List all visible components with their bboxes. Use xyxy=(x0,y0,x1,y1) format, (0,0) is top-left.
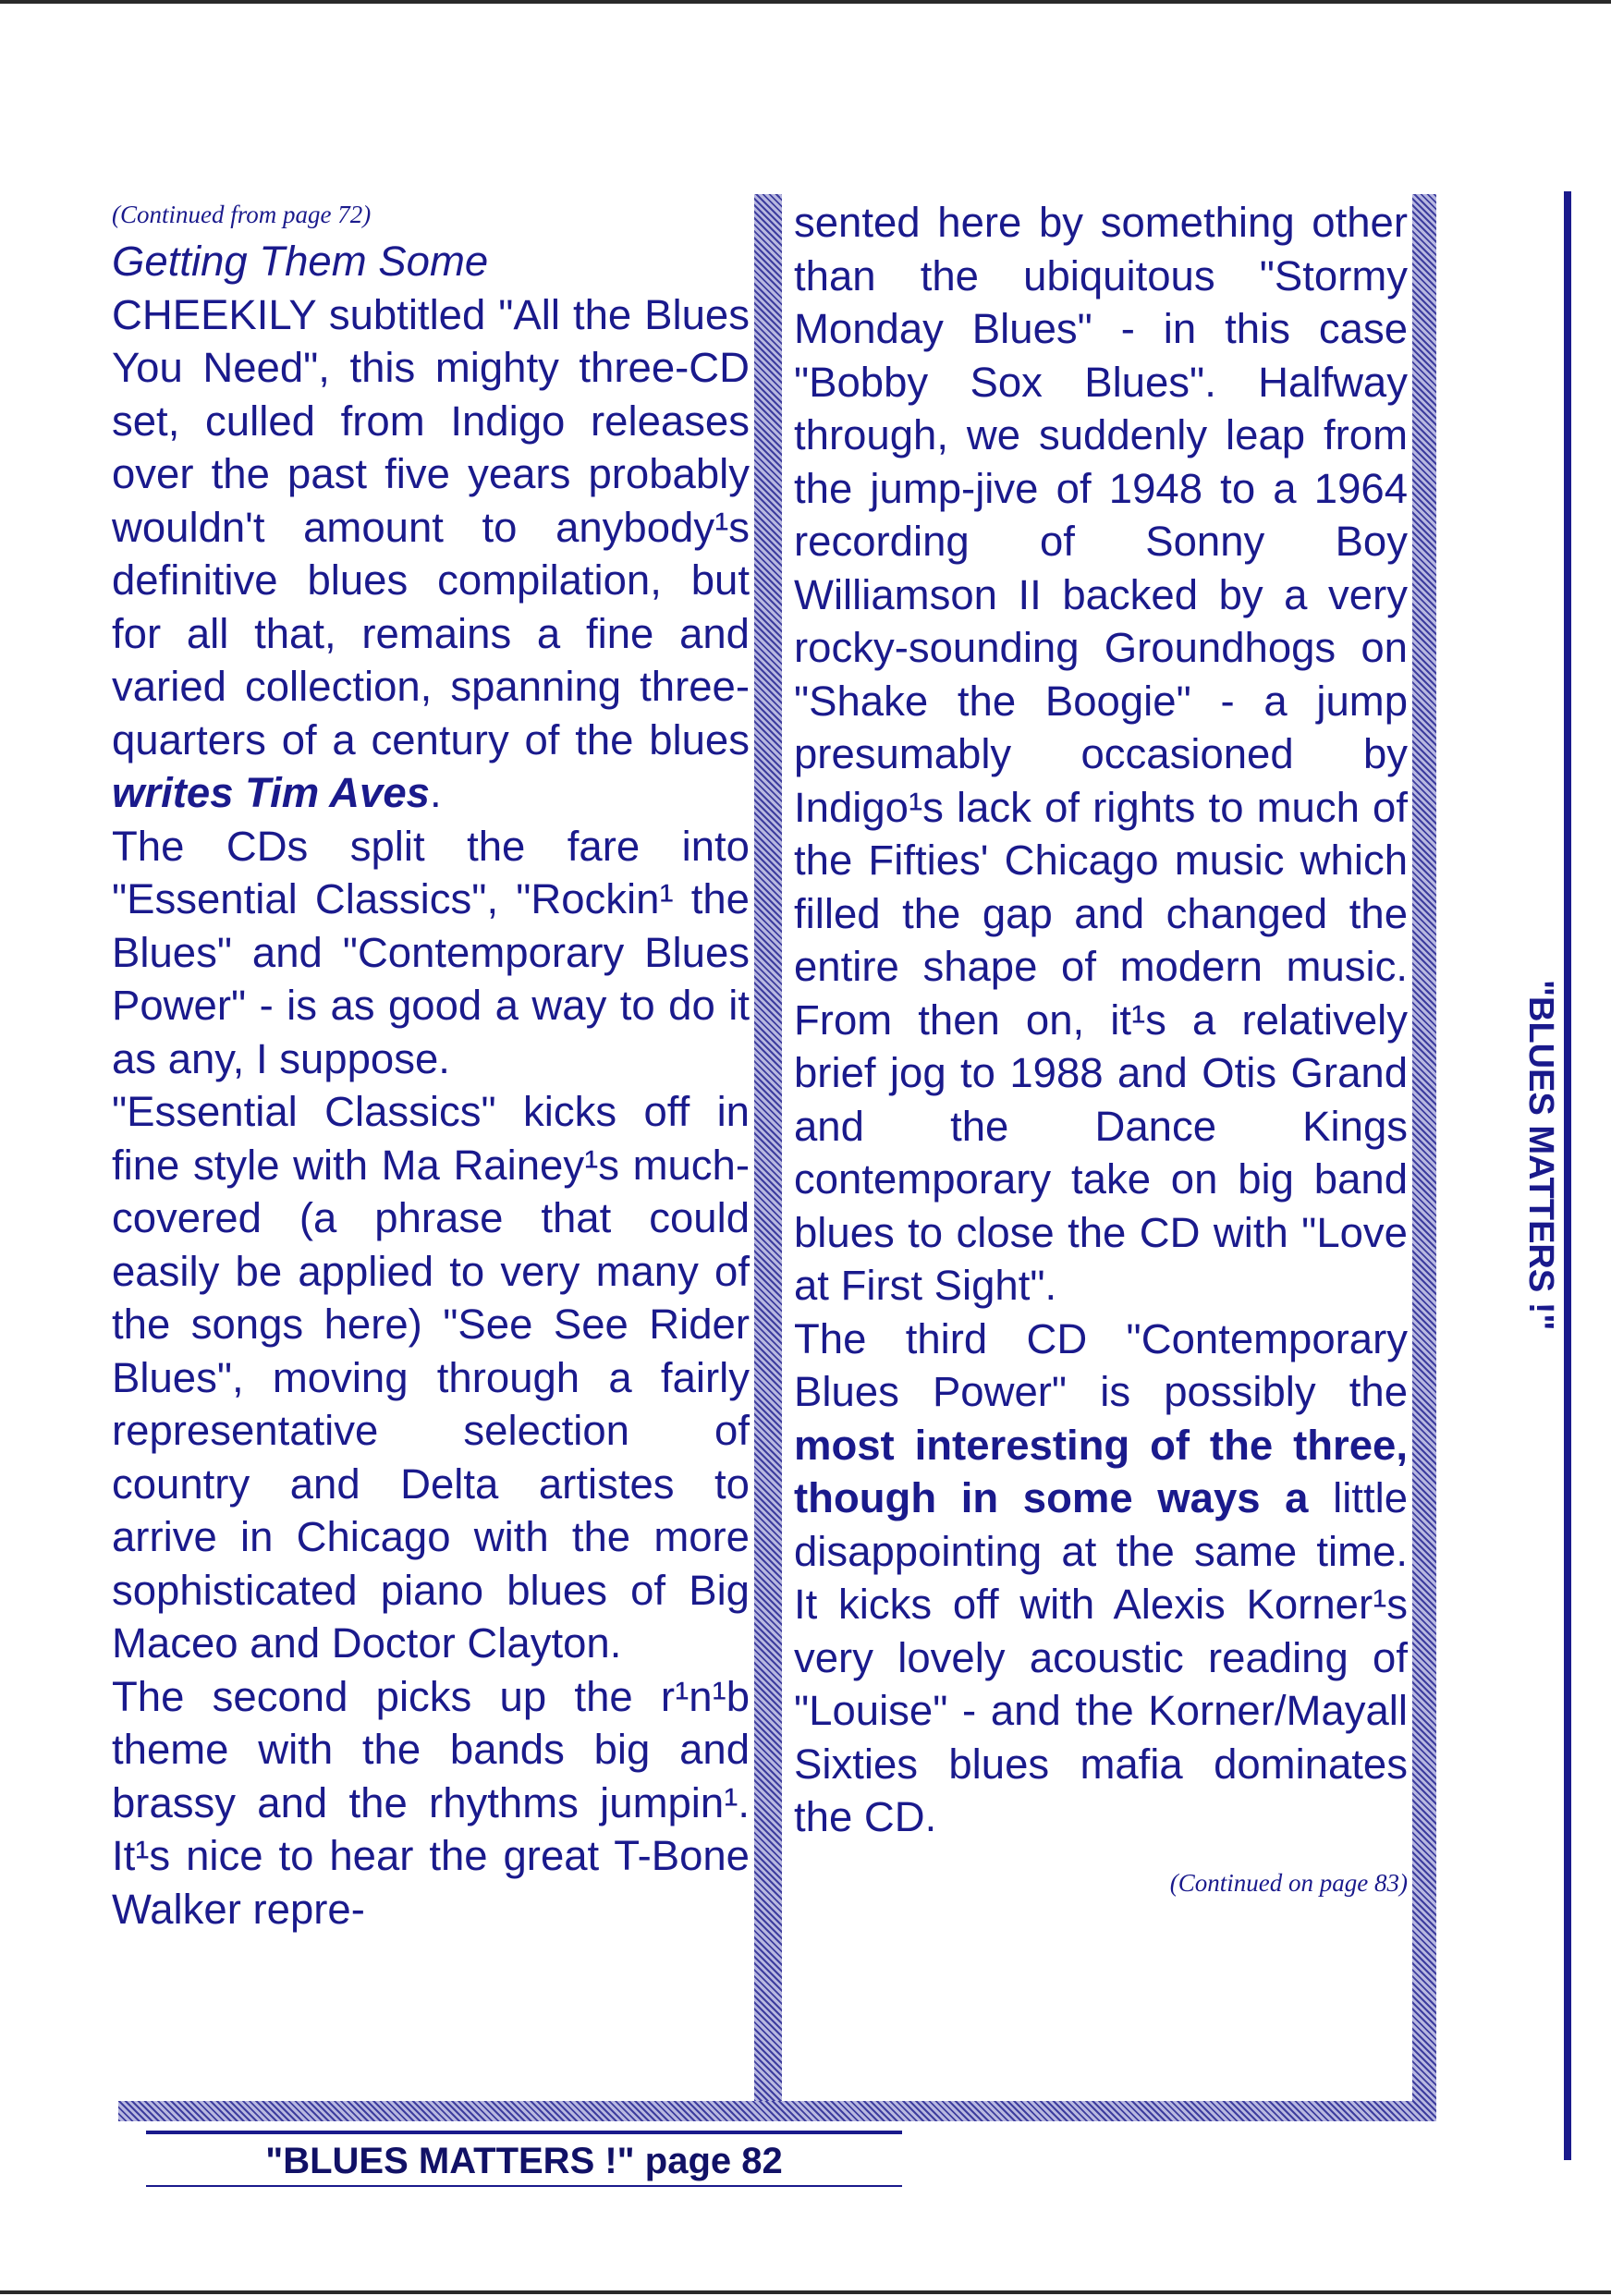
paragraph-third-cd xyxy=(794,1313,1408,1844)
sidebar-rule xyxy=(1564,191,1571,2160)
paragraph-essential-classics: "Essential Classics" kicks off in fine style with Ma Rainey¹s much-covered (a phrase that could easily be applied to very many of the songs here) "See See Rider Blues", moving through a fairly representative selection of country and Delta artistes to arrive in Chicago with the more sophisticated piano blues of Big Maceo and Doctor Clayton. xyxy=(112,1088,750,1667)
article-title: Getting Them Some xyxy=(112,238,489,285)
footer-rule-top xyxy=(146,2131,902,2134)
paragraph-second-cd: The second picks up the r¹n¹b theme with the bands big and brassy and the rhythms jumpin¹. It¹s nice to hear the great T-Bone Walker repre- xyxy=(112,1672,750,1933)
column-divider xyxy=(754,194,782,2121)
bottom-border xyxy=(0,2290,1611,2294)
bottom-frame xyxy=(118,2101,1436,2121)
page-footer: "BLUES MATTERS !" page 82 xyxy=(265,2141,783,2181)
intro-end: . xyxy=(429,769,442,816)
intro-text: CHEEKILY subtitled "All the Blues You Need", this mighty three-CD set, culled from Indigo releases over the past five years probably wouldn't amount to anybody¹s definitive blues compilation, but for all that, remains a fine and varied collection, spanning three-quarters of a century of the blues xyxy=(112,290,750,763)
article-column-left xyxy=(112,196,750,1936)
right-frame xyxy=(1412,194,1436,2121)
third-cd-end: little disappointing at the same time. It kicks off with Alexis Korner¹s very lovely acoustic reading of "Louise" - and the Korner/Mayall Sixties blues mafia dominates the CD. xyxy=(794,1474,1408,1840)
byline: writes Tim Aves xyxy=(112,769,430,816)
footer-rule-bottom xyxy=(146,2185,902,2187)
third-cd-bold: most interesting of the three, though in some ways a xyxy=(794,1421,1408,1521)
continued-from-note: (Continued from page 72) xyxy=(112,201,372,228)
sidebar-magazine-title: "BLUES MATTERS !" xyxy=(1521,980,1560,1331)
continued-on-note: (Continued on page 83) xyxy=(1169,1868,1408,1897)
top-border xyxy=(0,0,1611,4)
paragraph-cd-split: The CDs split the fare into "Essential Classics", "Rockin¹ the Blues" and "Contemporary Blues Power" - is as good a way to do it as any, I suppose. xyxy=(112,822,750,1082)
paragraph-intro xyxy=(112,288,750,820)
paragraph-second-cd-continued: sented here by something other than the ubiquitous "Stormy Monday Blues" - in this case "Bobby Sox Blues". Halfway through, we suddenly leap from the jump-jive of 1948 to a 1964 recording of Sonny Boy Williamson II backed by a very rocky-sounding Groundhogs on "Shake the Boogie" - a jump presumably occasioned by Indigo¹s lack of rights to much of the Fifties' Chicago music which filled the gap and changed the entire shape of modern music. From then on, it¹s a relatively brief jog to 1988 and Otis Grand and the Dance Kings contemporary take on big band blues to close the CD with "Love at First Sight". xyxy=(794,199,1408,1309)
article-column-right xyxy=(794,196,1408,1901)
third-cd-start: The third CD "Contemporary Blues Power" is possibly the xyxy=(794,1314,1408,1415)
